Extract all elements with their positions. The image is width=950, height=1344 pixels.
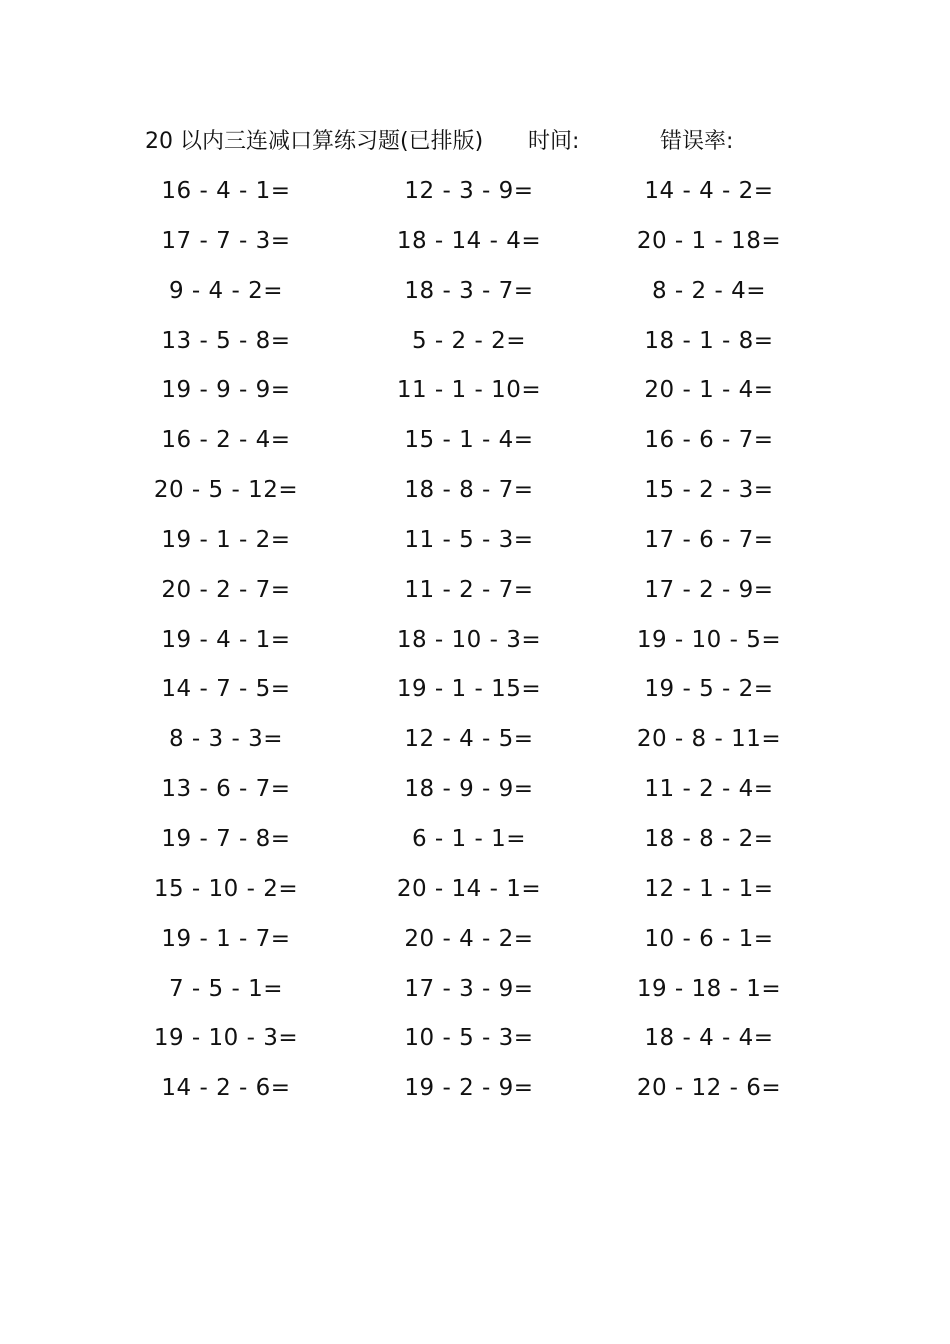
problem-cell: 6 - 1 - 1=: [411, 825, 526, 852]
problem-cell: 15 - 10 - 2=: [153, 875, 299, 902]
problem-cell: 14 - 4 - 2=: [644, 178, 774, 204]
problem-cell: 7 - 5 - 1=: [168, 975, 283, 1002]
problem-grid: [0, 172, 950, 1119]
problem-row: [0, 920, 950, 970]
problem-cell: 16 - 6 - 7=: [644, 427, 774, 454]
time-label: 时间:: [528, 129, 580, 154]
problem-row: [0, 371, 950, 421]
problem-cell: 11 - 1 - 10=: [396, 377, 542, 404]
problem-cell: 5 - 2 - 2=: [411, 327, 526, 354]
problem-cell: 11 - 5 - 3=: [404, 526, 534, 553]
problem-cell: 17 - 2 - 9=: [644, 576, 774, 603]
problem-cell: 8 - 2 - 4=: [651, 277, 766, 304]
problem-cell: 19 - 2 - 9=: [404, 1075, 534, 1102]
problem-cell: 8 - 3 - 3=: [168, 726, 283, 753]
problem-cell: 12 - 3 - 9=: [404, 178, 534, 204]
problem-row: [0, 272, 950, 322]
problem-cell: 20 - 4 - 2=: [404, 925, 534, 952]
problem-cell: 19 - 5 - 2=: [644, 676, 774, 703]
problem-row: [0, 820, 950, 870]
problem-row: [0, 571, 950, 621]
problem-row: [0, 621, 950, 671]
problem-cell: 19 - 4 - 1=: [161, 626, 291, 653]
problem-cell: 19 - 7 - 8=: [161, 825, 291, 852]
problem-cell: 17 - 7 - 3=: [161, 227, 291, 254]
problem-cell: 18 - 1 - 8=: [644, 327, 774, 354]
problem-row: [0, 670, 950, 720]
problem-row: [0, 1019, 950, 1069]
problem-row: [0, 322, 950, 372]
problem-cell: 10 - 6 - 1=: [644, 925, 774, 952]
problem-cell: 20 - 2 - 7=: [161, 576, 291, 603]
problem-cell: 11 - 2 - 4=: [644, 776, 774, 803]
problem-cell: 18 - 4 - 4=: [644, 1025, 774, 1052]
worksheet-title: 20 以内三连减口算练习题(已排版): [145, 129, 484, 154]
problem-cell: 16 - 4 - 1=: [161, 178, 291, 204]
problem-cell: 18 - 10 - 3=: [396, 626, 542, 653]
problem-cell: 19 - 9 - 9=: [161, 377, 291, 404]
problem-cell: 18 - 3 - 7=: [404, 277, 534, 304]
problem-row: [0, 172, 950, 222]
problem-cell: 19 - 1 - 2=: [161, 526, 291, 553]
problem-cell: 17 - 3 - 9=: [404, 975, 534, 1002]
problem-cell: 20 - 1 - 18=: [636, 227, 782, 254]
problem-row: [0, 222, 950, 272]
problem-cell: 19 - 18 - 1=: [636, 975, 782, 1002]
problem-cell: 15 - 1 - 4=: [404, 427, 534, 454]
problem-cell: 14 - 2 - 6=: [161, 1075, 291, 1102]
problem-cell: 12 - 4 - 5=: [404, 726, 534, 753]
problem-cell: 12 - 1 - 1=: [644, 875, 774, 902]
problem-cell: 13 - 5 - 8=: [161, 327, 291, 354]
problem-row: [0, 770, 950, 820]
problem-cell: 20 - 12 - 6=: [636, 1075, 782, 1102]
problem-cell: 16 - 2 - 4=: [161, 427, 291, 454]
problem-cell: 9 - 4 - 2=: [168, 277, 283, 304]
problem-cell: 18 - 8 - 2=: [644, 825, 774, 852]
problem-cell: 11 - 2 - 7=: [404, 576, 534, 603]
problem-row: [0, 970, 950, 1020]
problem-cell: 19 - 10 - 5=: [636, 626, 782, 653]
problem-cell: 20 - 14 - 1=: [396, 875, 542, 902]
problem-row: [0, 521, 950, 571]
problem-cell: 20 - 8 - 11=: [636, 726, 782, 753]
problem-cell: 19 - 10 - 3=: [153, 1025, 299, 1052]
problem-cell: 19 - 1 - 15=: [396, 676, 542, 703]
problem-cell: 14 - 7 - 5=: [161, 676, 291, 703]
problem-cell: 18 - 14 - 4=: [396, 227, 542, 254]
problem-row: [0, 870, 950, 920]
problem-cell: 17 - 6 - 7=: [644, 526, 774, 553]
problem-cell: 19 - 1 - 7=: [161, 925, 291, 952]
worksheet-header: [0, 124, 950, 160]
problem-cell: 20 - 1 - 4=: [644, 377, 774, 404]
problem-row: [0, 471, 950, 521]
problem-row: [0, 1069, 950, 1119]
problem-cell: 18 - 9 - 9=: [404, 776, 534, 803]
problem-cell: 10 - 5 - 3=: [404, 1025, 534, 1052]
problem-row: [0, 720, 950, 770]
error-rate-label: 错误率:: [660, 129, 734, 154]
problem-cell: 13 - 6 - 7=: [161, 776, 291, 803]
problem-cell: 20 - 5 - 12=: [153, 477, 299, 504]
problem-cell: 18 - 8 - 7=: [404, 477, 534, 504]
problem-cell: 15 - 2 - 3=: [644, 477, 774, 504]
problem-row: [0, 421, 950, 471]
